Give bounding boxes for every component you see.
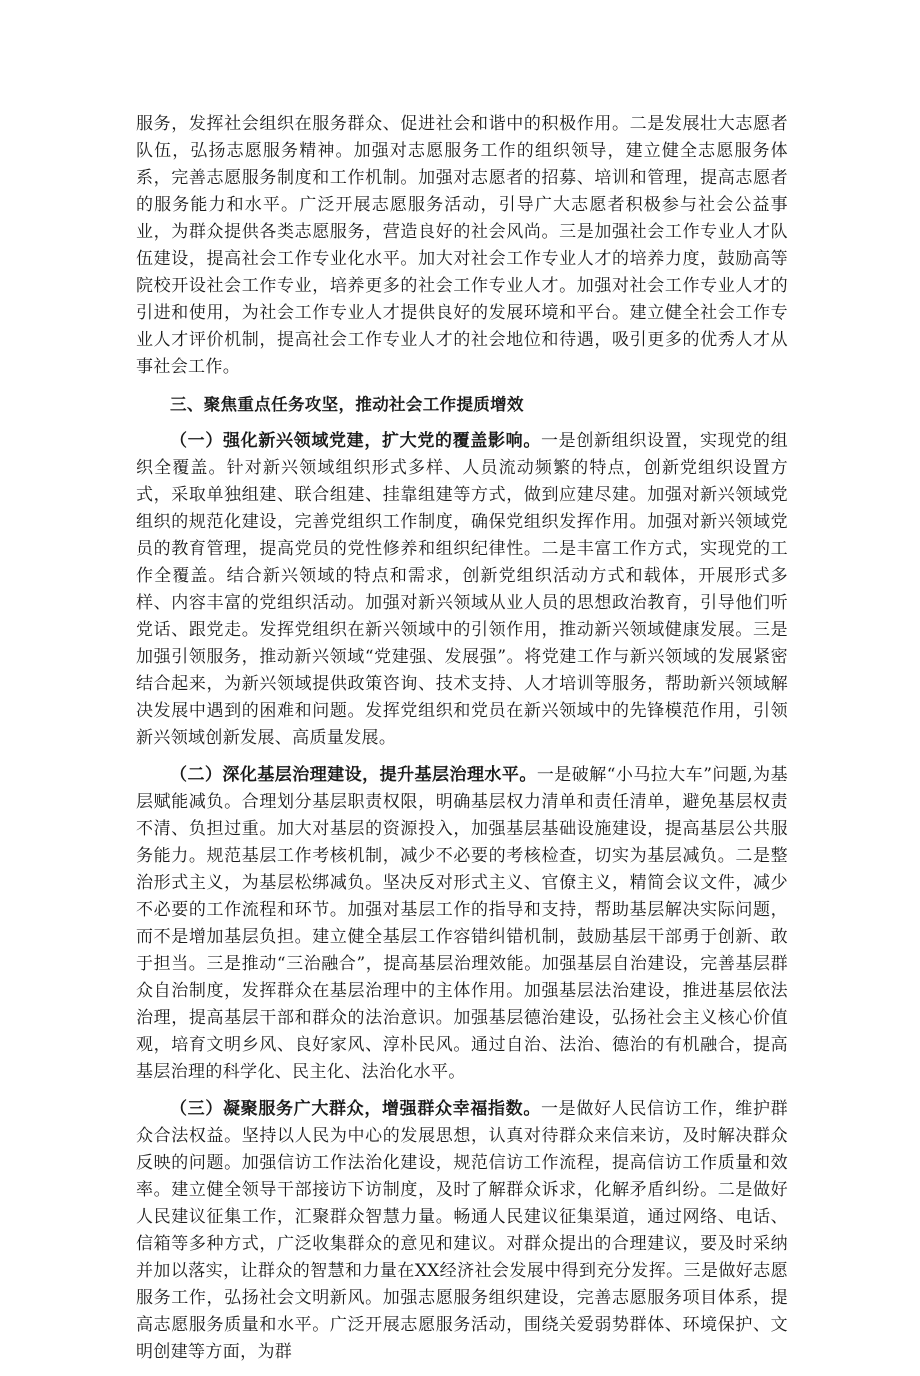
document-page <box>136 111 788 1376</box>
subsection-text: 一是创新组织设置，实现党的组织全覆盖。针对新兴领域组织形式多样、人员流动频繁的特点，创新党组织设置方式，采取单独组建、联合组建、挂靠组建等方式，做到应建尽建。加强对新兴领域党组织的规范化建设，完善党组织工作制度，确保党组织发挥作用。加强对新兴领域党员的教育管理，提高党员的党性修养和组织纪律性。二是丰富工作方式，实现党的工作全覆盖。结合新兴领域的特点和需求，创新党组织活动方式和载体，开展形式多样、内容丰富的党组织活动。加强对新兴领域从业人员的思想政治教育，引导他们听党话、跟党走。发挥党组织在新兴领域中的引领作用，推动新兴领域健康发展。三是加强引领服务，推动新兴领域“党建强、发展强”。将党建工作与新兴领域的发展紧密结合起来，为新兴领域提供政策咨询、技术支持、人才培训等服务，帮助新兴领域解决发展中遇到的困难和问题。发挥党组织和党员在新兴领域中的先锋模范作用，引领新兴领域创新发展、高质量发展。 <box>136 431 788 748</box>
subsection-lead: （二）深化基层治理建设，提升基层治理水平。 <box>170 765 537 785</box>
paragraph-text: 服务，发挥社会组织在服务群众、促进社会和谐中的积极作用。二是发展壮大志愿者队伍，弘扬志愿服务精神。加强对志愿服务工作的组织领导，建立健全志愿服务体系，完善志愿服务制度和工作机制。加强对志愿者的招募、培训和管理，提高志愿者的服务能力和水平。广泛开展志愿服务活动，引导广大志愿者积极参与社会公益事业，为群众提供各类志愿服务，营造良好的社会风尚。三是加强社会工作专业人才队伍建设，提高社会工作专业化水平。加大对社会工作专业人才的培养力度，鼓励高等院校开设社会工作专业，培养更多的社会工作专业人才。加强对社会工作专业人才的引进和使用，为社会工作专业人才提供良好的发展环境和平台。建立健全社会工作专业人才评价机制，提高社会工作专业人才的社会地位和待遇，吸引更多的优秀人才从事社会工作。 <box>136 114 788 377</box>
subsection-text: 一是做好人民信访工作，维护群众合法权益。坚持以人民为中心的发展思想，认真对待群众来信来访，及时解决群众反映的问题。加强信访工作法治化建设，规范信访工作流程，提高信访工作质量和效率。建立健全领导干部接访下访制度，及时了解群众诉求，化解矛盾纠纷。二是做好人民建议征集工作，汇聚群众智慧力量。畅通人民建议征集渠道，通过网络、电话、信箱等多种方式，广泛收集群众的意见和建议。对群众提出的合理建议，要及时采纳并加以落实，让群众的智慧和力量在XX经济社会发展中得到充分发挥。三是做好志愿服务工作，弘扬社会文明新风。加强志愿服务组织建设，完善志愿服务项目体系，提高志愿服务质量和水平。广泛开展志愿服务活动，围绕关爱弱势群体、环境保护、文明创建等方面，为群 <box>136 1099 788 1362</box>
subsection-lead: （三）凝聚服务广大群众，增强群众幸福指数。 <box>170 1099 541 1119</box>
body-paragraph <box>136 111 788 381</box>
subsection-paragraph-2 <box>136 762 788 1086</box>
subsection-text: 一是破解“小马拉大车”问题,为基层赋能减负。合理划分基层职责权限，明确基层权力清单和责任清单，避免基层权责不清、负担过重。加大对基层的资源投入，加强基层基础设施建设，提高基层公共服务能力。规范基层工作考核机制，减少不必要的考核检查，切实为基层减负。二是整治形式主义，为基层松绑减负。坚决反对形式主义、官僚主义，精简会议文件，减少不必要的工作流程和环节。加强对基层工作的指导和支持，帮助基层解决实际问题，而不是增加基层负担。建立健全基层工作容错纠错机制，鼓励基层干部勇于创新、敢于担当。三是推动“三治融合”，提高基层治理效能。加强基层自治建设，完善基层群众自治制度，发挥群众在基层治理中的主体作用。加强基层法治建设，推进基层依法治理，提高基层干部和群众的法治意识。加强基层德治建设，弘扬社会主义核心价值观，培育文明乡风、良好家风、淳朴民风。通过自治、法治、德治的有机融合，提高基层治理的科学化、民主化、法治化水平。 <box>136 765 788 1082</box>
subsection-paragraph-3 <box>136 1096 788 1366</box>
subsection-paragraph-1 <box>136 428 788 752</box>
section-heading: 三、聚焦重点任务攻坚，推动社会工作提质增效 <box>170 395 524 414</box>
subsection-lead: （一）强化新兴领域党建，扩大党的覆盖影响。 <box>170 431 541 451</box>
